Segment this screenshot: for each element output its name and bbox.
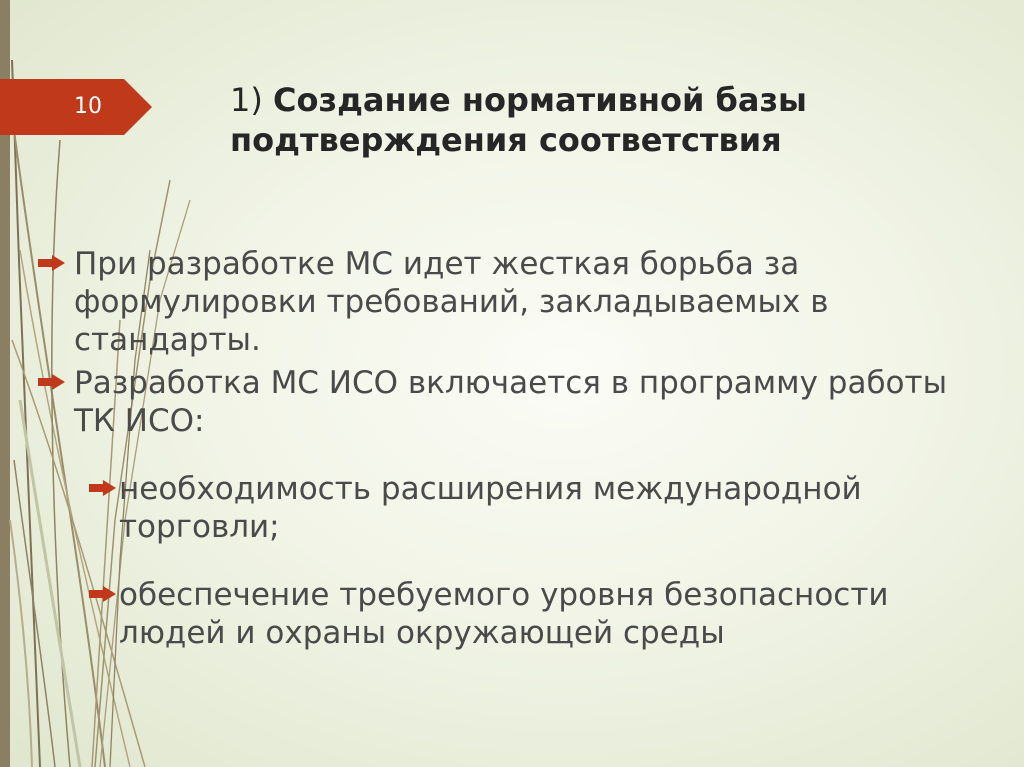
sub-bullet-text: обеспечение требуемого уровня безопасности людей и охраны окружающей среды (119, 577, 889, 651)
sub-bullet-text: необходимость расширения международной торговли; (119, 471, 862, 545)
arrow-bullet-icon (89, 479, 117, 497)
sub-bullet-item (38, 576, 978, 652)
bullet-list (38, 245, 978, 656)
slide-title (230, 80, 930, 160)
bullet-text: При разработке МС идет жесткая борьба за формулировки требований, закладываемых в стандарты. (74, 246, 829, 358)
sub-bullet-item (38, 470, 978, 546)
bullet-item (38, 245, 978, 359)
slide-number: 10 (74, 94, 102, 119)
arrow-bullet-icon (38, 254, 66, 272)
bullet-text: Разработка МС ИСО включается в программу работы ТК ИСО: (74, 365, 948, 439)
slide-title-prefix: 1) (230, 81, 274, 119)
arrow-bullet-icon (89, 585, 117, 603)
bullet-item (38, 364, 978, 440)
slide-title-bold: Создание нормативной базы подтверждения соответствия (230, 81, 807, 159)
arrow-bullet-icon (38, 373, 66, 391)
